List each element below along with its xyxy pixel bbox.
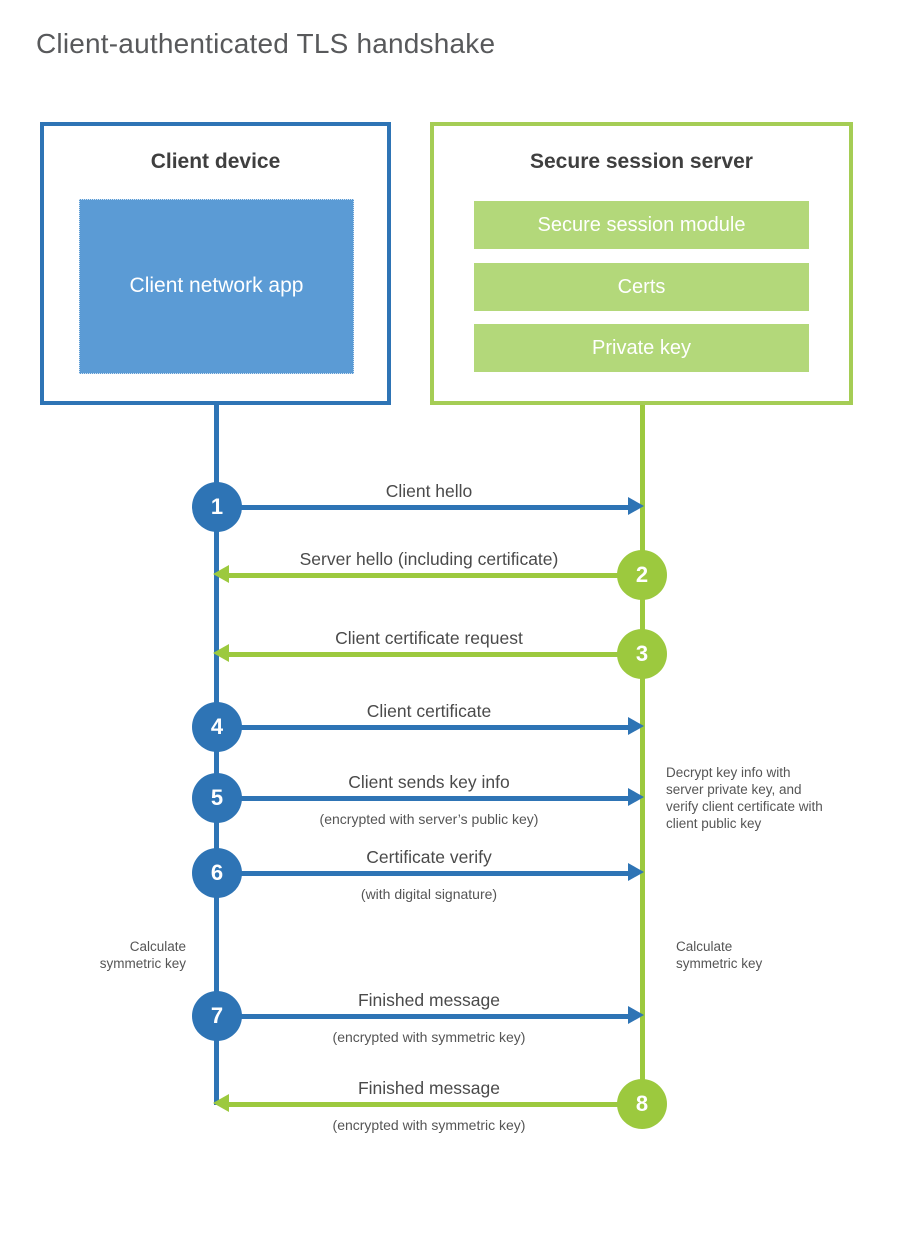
message-label: Client hello — [385, 481, 473, 501]
arrow-shaft — [214, 796, 630, 801]
server-module-label: Certs — [617, 275, 666, 298]
step-number-badge: 4 — [192, 702, 242, 752]
calculate-symmetric-key-note-client: Calculate symmetric key — [99, 939, 186, 971]
step-number-badge: 5 — [192, 773, 242, 823]
server-module-bar — [474, 201, 809, 249]
message-label: Finished message — [357, 1078, 501, 1098]
step-number-badge: 1 — [192, 482, 242, 532]
step-number-badge: 8 — [617, 1079, 667, 1129]
arrow-shaft — [214, 505, 630, 510]
arrow-shaft — [214, 1014, 630, 1019]
arrow-shaft — [227, 573, 643, 578]
message-label: Server hello (including certificate) — [299, 549, 559, 569]
arrow-shaft — [227, 652, 643, 657]
secure-session-server-box — [430, 122, 853, 405]
message-sublabel: (encrypted with symmetric key) — [332, 1117, 526, 1133]
page-title: Client-authenticated TLS handshake — [36, 28, 496, 59]
message-label: Client certificate request — [335, 628, 523, 648]
client-device-title: Client device — [150, 150, 281, 173]
client-device-box — [40, 122, 391, 405]
server-module-bar — [474, 324, 809, 372]
calculate-symmetric-key-note-server: Calculate symmetric key — [676, 939, 763, 971]
server-module-label: Private key — [592, 336, 691, 359]
message-sublabel: (encrypted with symmetric key) — [332, 1029, 526, 1045]
step-number-badge: 7 — [192, 991, 242, 1041]
arrow-shaft — [214, 871, 630, 876]
message-sublabel: (encrypted with server’s public key) — [319, 811, 539, 827]
step-number-badge: 2 — [617, 550, 667, 600]
arrow-shaft — [214, 725, 630, 730]
message-label: Certificate verify — [366, 847, 492, 867]
step-number-badge: 3 — [617, 629, 667, 679]
client-network-app-box — [79, 199, 354, 374]
message-label: Finished message — [357, 990, 501, 1010]
secure-session-server-title: Secure session server — [530, 150, 753, 173]
server-module-label: Secure session module — [537, 213, 746, 236]
message-sublabel: (with digital signature) — [360, 886, 498, 902]
client-network-app-label: Client network app — [129, 274, 304, 298]
server-module-bar — [474, 263, 809, 311]
arrow-shaft — [227, 1102, 643, 1107]
message-label: Client certificate — [366, 701, 492, 721]
step-number-badge: 6 — [192, 848, 242, 898]
decrypt-note: Decrypt key info with server private key, and verify client certificate with client public key — [666, 765, 823, 831]
message-label: Client sends key info — [348, 772, 510, 792]
